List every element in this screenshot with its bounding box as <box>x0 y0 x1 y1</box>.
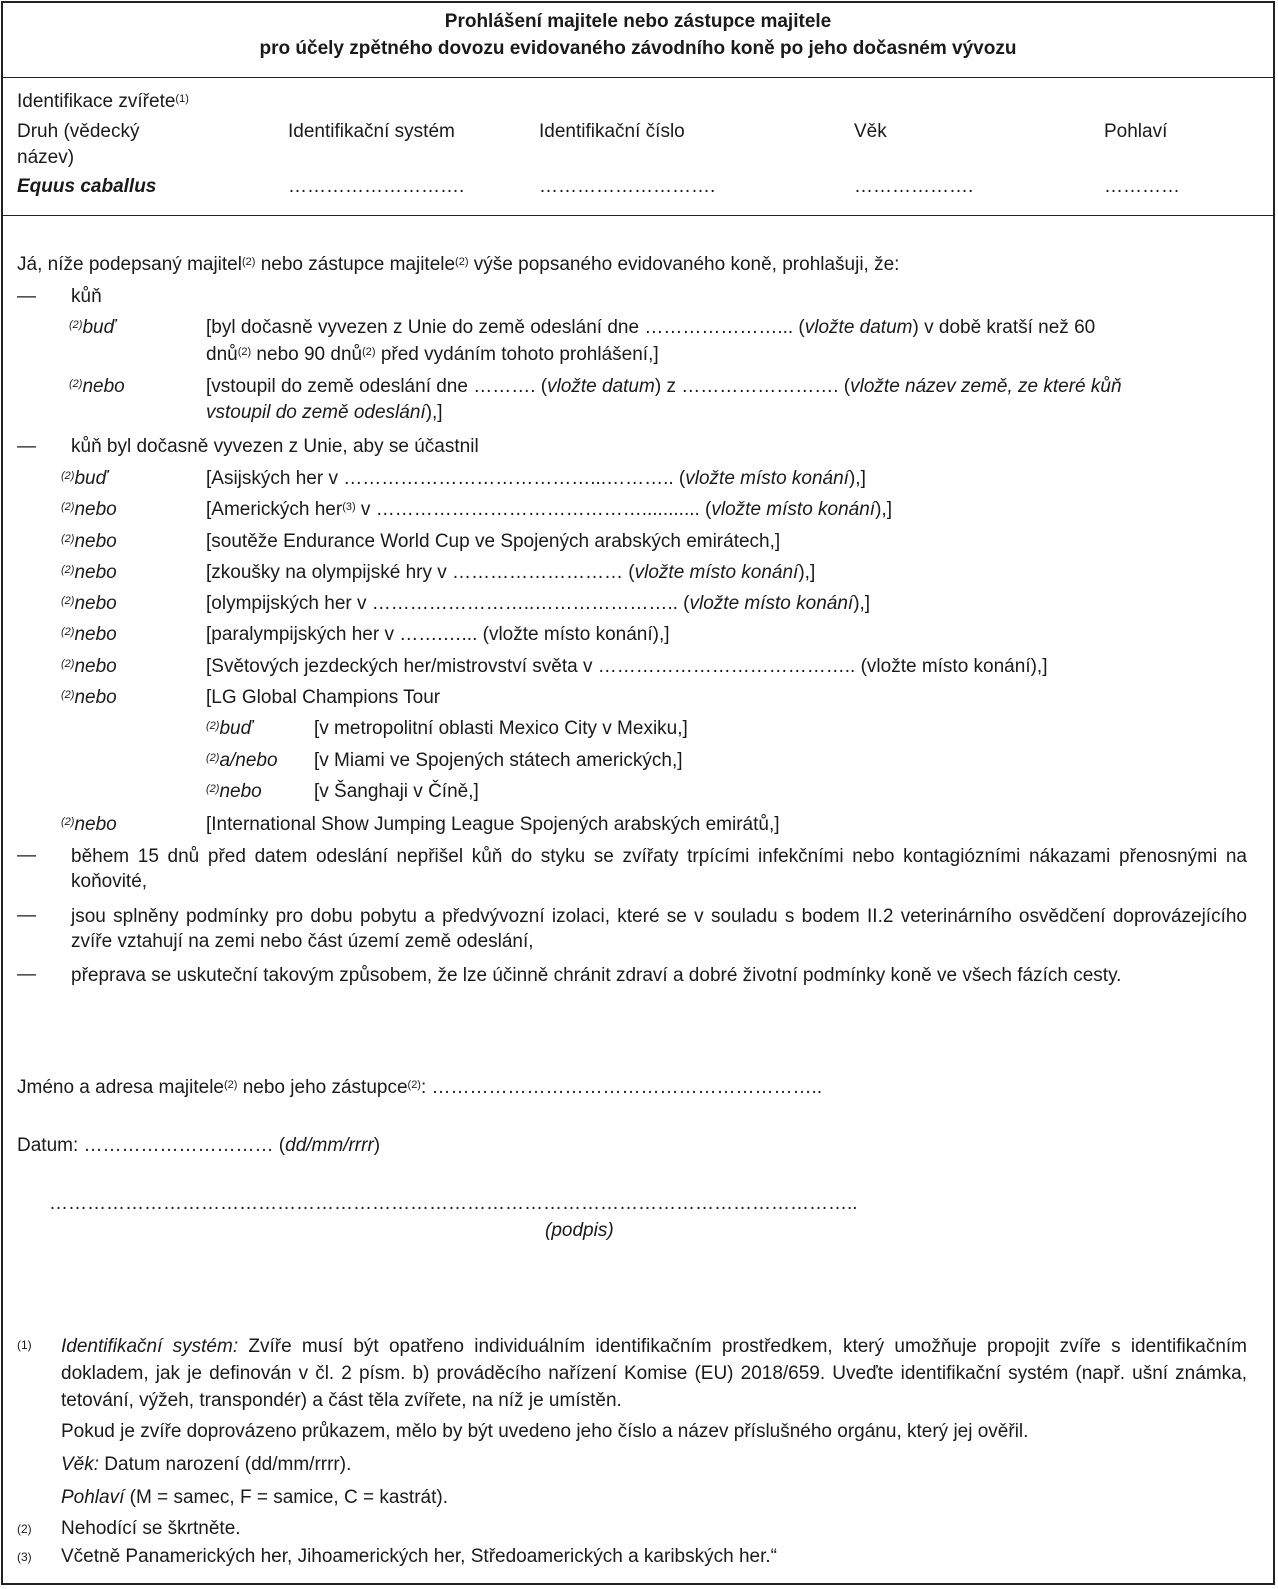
event-endurance-cup: [soutěže Endurance World Cup ve Spojených arabských emirátech,] <box>206 531 781 552</box>
event-paralympic-games: [paralympijských her v …….…... (vložte místo konání),] <box>206 624 670 645</box>
option-export-date-cont: dnů$^{(2)}$ nebo 90 dnů$^{(2)}$ před vydáním tohoto prohlášení,] <box>206 344 659 365</box>
declaration-form <box>1 1 1275 1585</box>
form-title-line2: pro účely zpětného dovozu evidovaného závodního koně po jeho dočasném vývozu <box>259 38 1017 59</box>
sub-option-either[interactable]: $^{(2)}$buď <box>206 718 253 739</box>
event-olympic-games: [olympijských her v ……………………..………………….. (vložte místo konání),] <box>206 593 871 614</box>
form-title-line1: Prohlášení majitele nebo zástupce majitele <box>444 11 832 32</box>
col-species-cont: název) <box>17 147 75 168</box>
declaration-intro: Já, níže podepsaný majitel$^{(2)}$ nebo zástupce majitele$^{(2)}$ výše popsaného evidovaného koně, prohlašuji, že: <box>17 254 900 275</box>
age-field[interactable]: ………………. <box>854 176 974 197</box>
identification-label: Identifikace zvířete$^{(1)}$ <box>17 91 189 112</box>
species-value: Equus caballus <box>17 176 157 197</box>
event-either[interactable]: $^{(2)}$buď <box>61 468 108 489</box>
footnote-delete: Nehodící se škrtněte. <box>61 1518 241 1539</box>
footnote-identification-system: Identifikační systém: Zvíře musí být opatřeno individuálním identifikačním prostředkem, který umožňuje propojit zvíře s identifikačním dokladem, jak je definován v čl. 2 písm. b) prováděcího nařízení Komise (EU) 2018/659. Uveďte identifikační systém (např. ušní známka, tetování, výžeh, transpondér) a část těla zvířete, na níž je umístěn. <box>61 1336 1247 1411</box>
condition-residence: jsou splněny podmínky pro dobu pobytu a předvývozní izolaci, které se v souladu s bodem II.2 veterinárního osvědčení doprovázejícího zvíře vztahují na zemi nebo část území země odeslání, <box>71 906 1247 952</box>
lg-miami: [v Miami ve Spojených státech amerických,] <box>314 750 683 771</box>
event-or[interactable]: $^{(2)}$nebo <box>61 593 117 614</box>
option-entry-date: [vstoupil do země odeslání dne ………. (vložte datum) z ……………………. (vložte název země, ze které kůň <box>206 376 1122 397</box>
option-entry-date-cont: vstoupil do země odeslání),] <box>206 402 443 423</box>
footnote-marker-3: (3) <box>17 1550 32 1564</box>
footnote-marker-1: (1) <box>17 1338 32 1352</box>
header-divider <box>3 77 1273 78</box>
event-lg-global-champions: [LG Global Champions Tour <box>206 687 441 708</box>
condition-no-contact: během 15 dnů před datem odeslání nepřišel kůň do styku se zvířaty trpícími infekčními nebo kontagiózními nákazami přenosnými na koňovité, <box>71 846 1247 892</box>
event-or[interactable]: $^{(2)}$nebo <box>61 562 117 583</box>
col-id-system: Identifikační systém <box>288 121 455 142</box>
id-number-field[interactable]: ………………………. <box>539 176 716 197</box>
sex-field[interactable]: ………… <box>1104 176 1180 197</box>
footnote-sex: Pohlaví (M = samec, F = samice, C = kastrát). <box>61 1487 448 1508</box>
bullet-dash: — <box>17 436 36 457</box>
signature-line[interactable]: ……………………………………………………………………………………………………………….. <box>49 1193 858 1214</box>
sub-option-or[interactable]: $^{(2)}$nebo <box>206 781 262 802</box>
date-field[interactable]: Datum: ………………………… (dd/mm/rrrr) <box>17 1135 381 1156</box>
bullet-dash: — <box>17 964 36 985</box>
owner-name-address-field[interactable]: Jméno a adresa majitele$^{(2)}$ nebo jeho zástupce$^{(2)}$: …………………………………………………….. <box>17 1077 823 1098</box>
footnote-marker-2: (2) <box>17 1522 32 1536</box>
event-olympic-trials: [zkoušky na olympijské hry v ……………………… (vložte místo konání),] <box>206 562 816 583</box>
temporary-export-label: kůň byl dočasně vyvezen z Unie, aby se účastnil <box>71 436 479 457</box>
event-or[interactable]: $^{(2)}$nebo <box>61 814 117 835</box>
footnote-passport: Pokud je zvíře doprovázeno průkazem, mělo by být uvedeno jeho číslo a název příslušného orgánu, který jej ověřil. <box>61 1421 1029 1442</box>
col-sex: Pohlaví <box>1104 121 1168 142</box>
lg-shanghai: [v Šanghaji v Číně,] <box>314 781 479 802</box>
event-show-jumping-league: [International Show Jumping League Spojených arabských emirátů,] <box>206 814 780 835</box>
bullet-dash: — <box>17 286 36 307</box>
option-either[interactable]: $^{(2)}$buď <box>69 317 116 338</box>
option-or[interactable]: $^{(2)}$nebo <box>69 376 125 397</box>
lg-mexico-city: [v metropolitní oblasti Mexico City v Mexiku,] <box>314 718 688 739</box>
col-age: Věk <box>854 121 887 142</box>
event-or[interactable]: $^{(2)}$nebo <box>61 624 117 645</box>
event-or[interactable]: $^{(2)}$nebo <box>61 499 117 520</box>
col-id-number: Identifikační číslo <box>539 121 685 142</box>
footnote-age: Věk: Datum narození (dd/mm/rrrr). <box>61 1454 352 1475</box>
event-or[interactable]: $^{(2)}$nebo <box>61 531 117 552</box>
event-asian-games: [Asijských her v …………………………………...……….. (vložte místo konání),] <box>206 468 866 489</box>
signature-label: (podpis) <box>545 1220 614 1241</box>
id-system-field[interactable]: ………………………. <box>288 176 465 197</box>
bullet-dash: — <box>17 905 36 926</box>
event-american-games: [Amerických her$^{(3)}$ v ……………………………………........... (vložte místo konání),] <box>206 499 892 520</box>
event-world-equestrian-games: [Světových jezdeckých her/mistrovství světa v ………………………………….. (vložte místo konání),] <box>206 656 1048 677</box>
footnote-pan-american: Včetně Panamerických her, Jihoamerických her, Středoamerických a karibských her.“ <box>61 1546 777 1567</box>
condition-transport: přeprava se uskuteční takovým způsobem, že lze účinně chránit zdraví a dobré životní podmínky koně ve všech fázích cesty. <box>71 965 1122 986</box>
option-export-date: [byl dočasně vyvezen z Unie do země odeslání dne …………………... (vložte datum) v době kratší než 60 <box>206 317 1096 338</box>
col-species: Druh (vědecký <box>17 121 140 142</box>
identification-divider <box>3 215 1273 216</box>
bullet-dash: — <box>17 845 36 866</box>
event-or[interactable]: $^{(2)}$nebo <box>61 656 117 677</box>
event-or[interactable]: $^{(2)}$nebo <box>61 687 117 708</box>
horse-label: kůň <box>71 286 102 307</box>
sub-option-andor[interactable]: $^{(2)}$a/nebo <box>206 750 278 771</box>
